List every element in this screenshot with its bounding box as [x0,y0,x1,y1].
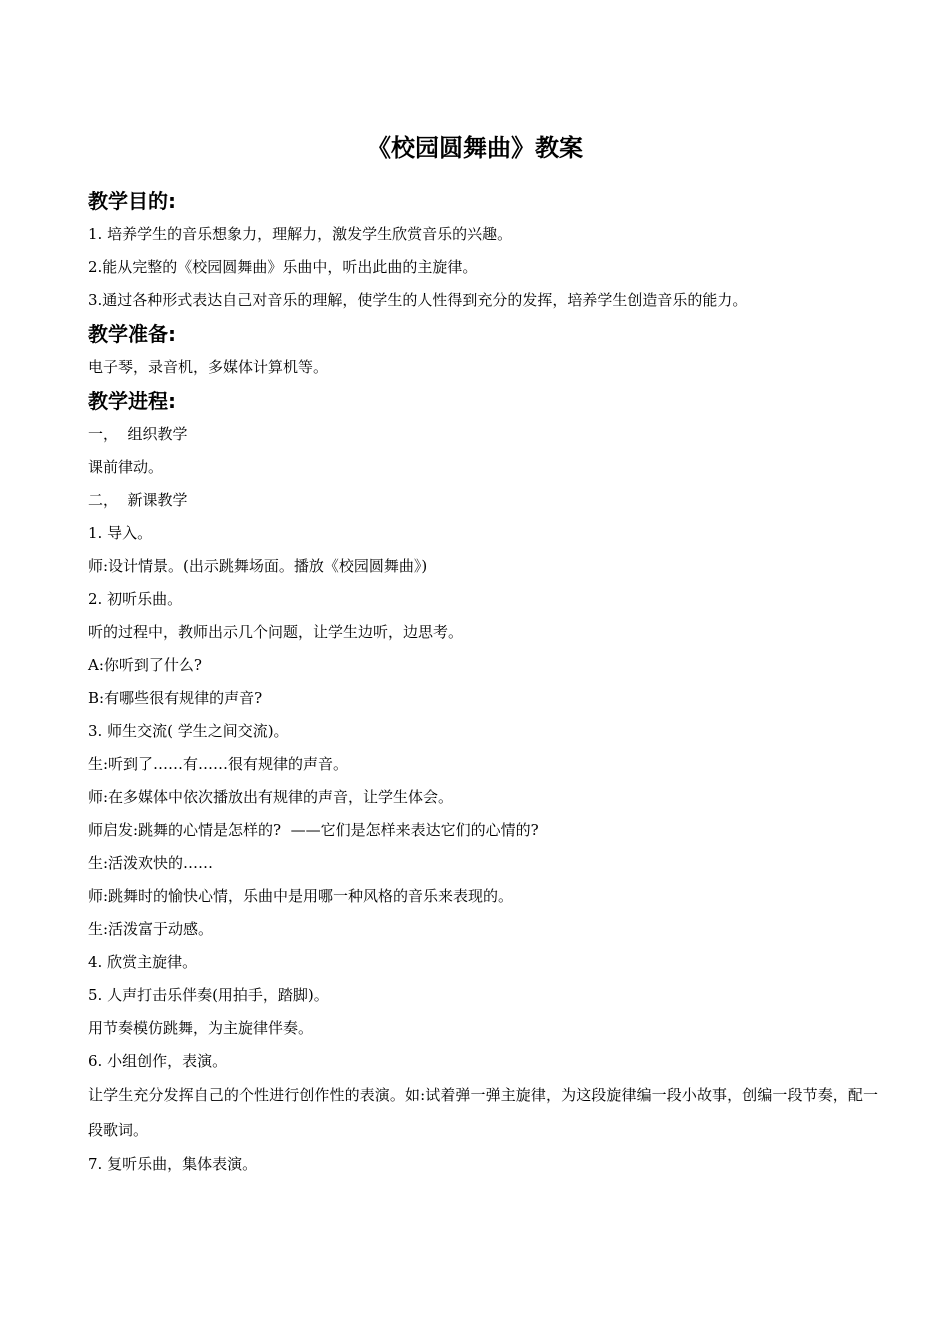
process-item: 用节奏模仿跳舞，为主旋律伴奏。 [88,1019,314,1037]
process-item: 师:在多媒体中依次播放出有规律的声音，让学生体会。 [88,788,454,806]
objective-item: 1. 培养学生的音乐想象力，理解力，激发学生欣赏音乐的兴趣。 [88,225,513,243]
process-item: 课前律动。 [88,458,164,476]
process-item: 生:活泼欢快的…… [88,854,214,872]
process-item: 7. 复听乐曲，集体表演。 [88,1155,258,1173]
process-item: 2. 初听乐曲。 [88,590,183,608]
objective-item: 3.通过各种形式表达自己对音乐的理解，使学生的人性得到充分的发挥，培养学生创造音乐的能力。 [88,291,748,309]
section-heading-process: 教学进程: [88,389,176,413]
process-item: 听的过程中，教师出示几个问题，让学生边听，边思考。 [88,623,464,641]
process-item: 师启发:跳舞的心情是怎样的? ——它们是怎样来表达它们的心情的? [88,821,539,839]
process-item: 二， 新课教学 [88,491,188,509]
preparation-item: 电子琴，录音机，多媒体计算机等。 [88,358,329,376]
section-heading-preparation: 教学准备: [88,322,176,346]
process-item: A:你听到了什么? [88,656,202,674]
process-item: 6. 小组创作，表演。 [88,1052,228,1070]
objective-item: 2.能从完整的《校园圆舞曲》乐曲中，听出此曲的主旋律。 [88,258,478,276]
process-item: 让学生充分发挥自己的个性进行创作性的表演。如:试着弹一弹主旋律，为这段旋律编一段小故事，创编一段节奏，配一段歌词。 [88,1086,878,1139]
process-item: 生:活泼富于动感。 [88,920,214,938]
process-item: 师:跳舞时的愉快心情，乐曲中是用哪一种风格的音乐来表现的。 [88,887,514,905]
process-item: 4. 欣赏主旋律。 [88,953,198,971]
process-item: 生:听到了……有……很有规律的声音。 [88,755,349,773]
process-item: B:有哪些很有规律的声音? [88,689,263,707]
process-item: 师:设计情景。(出示跳舞场面。播放《校园圆舞曲》) [88,557,428,575]
document-title: 《校园圆舞曲》教案 [367,134,583,162]
process-item: 一， 组织教学 [88,425,188,443]
process-item: 1. 导入。 [88,524,153,542]
process-item: 5. 人声打击乐伴奏(用拍手，踏脚)。 [88,986,329,1004]
process-item: 3. 师生交流( 学生之间交流)。 [88,722,289,740]
document-body [88,184,878,1181]
section-heading-objectives: 教学目的: [88,189,176,213]
